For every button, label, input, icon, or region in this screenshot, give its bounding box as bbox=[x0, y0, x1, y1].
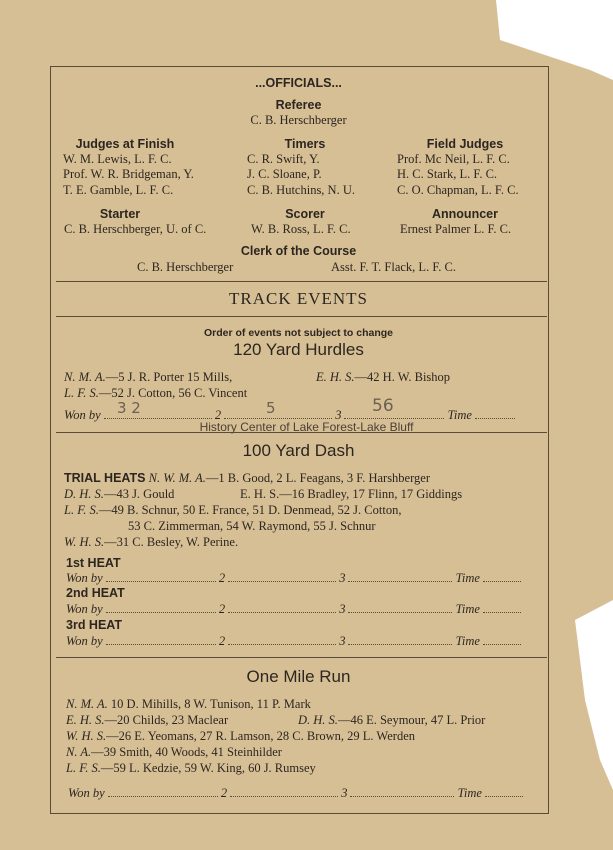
divider bbox=[56, 432, 547, 433]
dash-title: 100 Yard Dash bbox=[242, 441, 355, 460]
handwritten-winner: 3 2 bbox=[117, 399, 141, 417]
dash-entries-line-1: TRIAL HEATS N. W. M. A.—1 B. Good, 2 L. Feagans, 3 F. Harshberger bbox=[64, 471, 431, 485]
clerk-name: C. B. Herschberger bbox=[137, 260, 234, 274]
dash-entries-line-3: L. F. S.—49 B. Schnur, 50 E. France, 51 D. Denmead, 52 J. Cotton, bbox=[64, 503, 402, 517]
mile-entries-line-5: L. F. S.—59 L. Kedzie, 59 W. King, 60 J. Rumsey bbox=[66, 761, 316, 775]
archive-watermark: History Center of Lake Forest-Lake Bluff bbox=[199, 420, 414, 434]
handwritten-third: 56 bbox=[372, 396, 394, 416]
timers-title: Timers bbox=[284, 137, 326, 151]
heat-1-result: Won by 2 3 Time bbox=[66, 571, 521, 585]
divider bbox=[56, 657, 547, 658]
timer-1: C. R. Swift, Y. bbox=[247, 152, 320, 166]
field-judge-3: C. O. Chapman, L. F. C. bbox=[397, 183, 519, 197]
hurdles-entries-line-1b: E. H. S.—42 H. W. Bishop bbox=[316, 370, 451, 384]
judge-2: Prof. W. R. Bridgeman, Y. bbox=[63, 167, 194, 181]
handwritten-second: 5 bbox=[266, 399, 276, 417]
heat-3-label: 3rd HEAT bbox=[66, 618, 123, 632]
hurdles-title: 120 Yard Hurdles bbox=[233, 340, 364, 359]
starter-title: Starter bbox=[99, 207, 141, 221]
judge-3: T. E. Gamble, L. F. C. bbox=[63, 183, 174, 197]
officials-heading: ...OFFICIALS... bbox=[255, 76, 342, 90]
mile-result-line: Won by 2 3 Time bbox=[68, 786, 523, 800]
mile-entries-line-2: E. H. S.—20 Childs, 23 Maclear bbox=[66, 713, 229, 727]
dash-entries-line-5: W. H. S.—31 C. Besley, W. Perine. bbox=[64, 535, 239, 549]
dash-entries-line-4: 53 C. Zimmerman, 54 W. Raymond, 55 J. Schnur bbox=[128, 519, 376, 533]
heat-2-label: 2nd HEAT bbox=[66, 586, 125, 600]
divider bbox=[56, 316, 547, 317]
field-judges-title: Field Judges bbox=[426, 137, 504, 151]
referee-name: C. B. Herschberger bbox=[250, 113, 347, 127]
track-events-heading: TRACK EVENTS bbox=[228, 289, 369, 308]
judges-title: Judges at Finish bbox=[75, 137, 175, 151]
announcer-name: Ernest Palmer L. F. C. bbox=[400, 222, 512, 236]
announcer-title: Announcer bbox=[432, 207, 498, 221]
judge-1: W. M. Lewis, L. F. C. bbox=[63, 152, 172, 166]
hurdles-result-line: Won by 2 3 Time bbox=[64, 408, 515, 422]
field-judge-2: H. C. Stark, L. F. C. bbox=[397, 167, 498, 181]
heat-3-result: Won by 2 3 Time bbox=[66, 634, 521, 648]
timer-3: C. B. Hutchins, N. U. bbox=[247, 183, 355, 197]
mile-entries-line-2b: D. H. S.—46 E. Seymour, 47 L. Prior bbox=[298, 713, 486, 727]
scorer-name: W. B. Ross, L. F. C. bbox=[251, 222, 351, 236]
hurdles-entries-line-1: N. M. A.—5 J. R. Porter 15 Mills, bbox=[64, 370, 233, 384]
starter-name: C. B. Herschberger, U. of C. bbox=[64, 222, 207, 236]
divider bbox=[56, 281, 547, 282]
mile-title: One Mile Run bbox=[246, 667, 351, 686]
assistant-clerk: Asst. F. T. Flack, L. F. C. bbox=[331, 260, 456, 274]
heat-2-result: Won by 2 3 Time bbox=[66, 602, 521, 616]
mile-entries-line-3: W. H. S.—26 E. Yeomans, 27 R. Lamson, 28 C. Brown, 29 L. Werden bbox=[66, 729, 415, 743]
clerk-title: Clerk of the Course bbox=[240, 244, 357, 258]
heat-1-label: 1st HEAT bbox=[66, 556, 121, 570]
order-note: Order of events not subject to change bbox=[203, 327, 394, 339]
timer-2: J. C. Sloane, P. bbox=[247, 167, 322, 181]
scorer-title: Scorer bbox=[285, 207, 325, 221]
dash-entries-line-2: D. H. S.—43 J. Gould bbox=[64, 487, 175, 501]
field-judge-1: Prof. Mc Neil, L. F. C. bbox=[397, 152, 510, 166]
hurdles-entries-line-2: L. F. S.—52 J. Cotton, 56 C. Vincent bbox=[64, 386, 248, 400]
referee-title: Referee bbox=[275, 98, 322, 112]
dash-entries-line-2b: E. H. S.—16 Bradley, 17 Flinn, 17 Giddings bbox=[240, 487, 463, 501]
mile-entries-line-1: N. M. A. 10 D. Mihills, 8 W. Tunison, 11 P. Mark bbox=[66, 697, 311, 711]
mile-entries-line-4: N. A.—39 Smith, 40 Woods, 41 Steinhilder bbox=[66, 745, 282, 759]
